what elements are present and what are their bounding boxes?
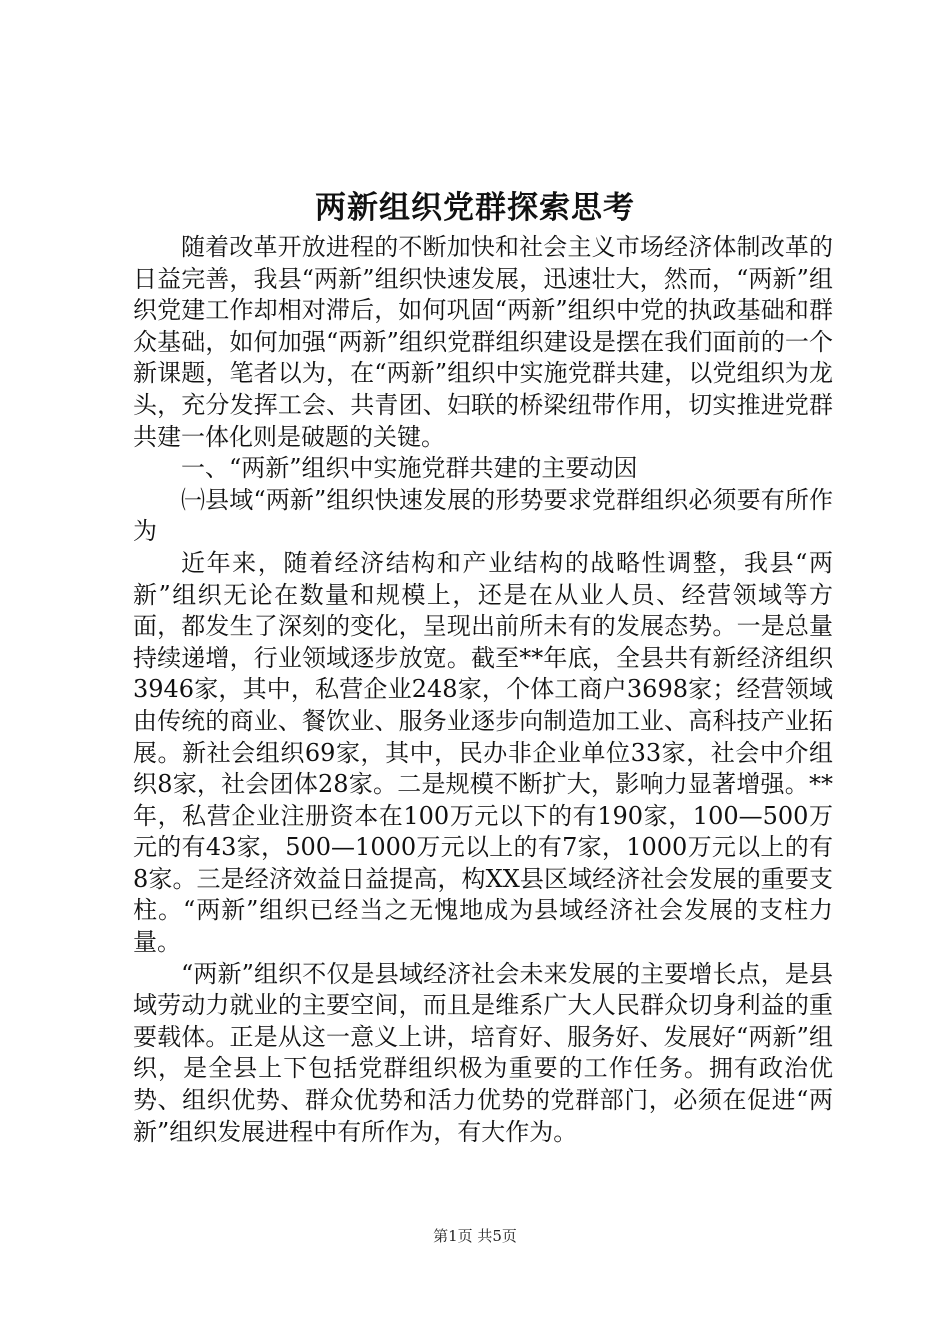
- paragraph-intro: 随着改革开放进程的不断加快和社会主义市场经济体制改革的日益完善，我县“两新”组织快速发展，迅速壮大，然而，“两新”组织党建工作却相对滞后，如何巩固“两新”组织中党的执政基础和群众基础，如何加强“两新”组织党群组织建设是摆在我们面前的一个新课题，笔者以为，在“两新”组织中实施党群共建，以党组织为龙头，充分发挥工会、共青团、妇联的桥梁纽带作用，切实推进党群共建一体化则是破题的关键。: [133, 233, 833, 451]
- paragraph-development: 近年来，随着经济结构和产业结构的战略性调整，我县“两新”组织无论在数量和规模上，还是在从业人员、经营领域等方面，都发生了深刻的变化，呈现出前所未有的发展态势。一是总量持续递增，行业领域逐步放宽。截至**年底，全县共有新经济组织3946家，其中，私营企业248家，个体工商户3698家；经营领域由传统的商业、餐饮业、服务业逐步向制造加工业、高科技产业拓展。新社会组织69家，其中，民办非企业单位33家，社会中介组织8家，社会团体28家。二是规模不断扩大，影响力显著增强。**年，私营企业注册资本在100万元以下的有190家，100—500万元的有43家，500—1000万元以上的有7家，1000万元以上的有8家。三是经济效益日益提高，构XX县区域经济社会发展的重要支柱。“两新”组织已经当之无愧地成为县域经济社会发展的支柱力量。: [133, 548, 833, 957]
- document-title: 两新组织党群探索思考: [315, 190, 635, 226]
- page-number: 第1页 共5页: [433, 1227, 517, 1245]
- document-body: [133, 232, 833, 1148]
- paragraph-significance: “两新”组织不仅是县域经济社会未来发展的主要增长点，是县域劳动力就业的主要空间，而且是维系广大人民群众切身利益的重要载体。正是从这一意义上讲，培育好、服务好、发展好“两新”组织，是全县上下包括党群组织极为重要的工作任务。拥有政治优势、组织优势、群众优势和活力优势的党群部门，必须在促进“两新”组织发展进程中有所作为，有大作为。: [133, 959, 833, 1146]
- subsection-heading: ㈠县域“两新”组织快速发展的形势要求党群组织必须要有所作为: [133, 485, 833, 546]
- section-heading: 一、“两新”组织中实施党群共建的主要动因: [181, 454, 638, 483]
